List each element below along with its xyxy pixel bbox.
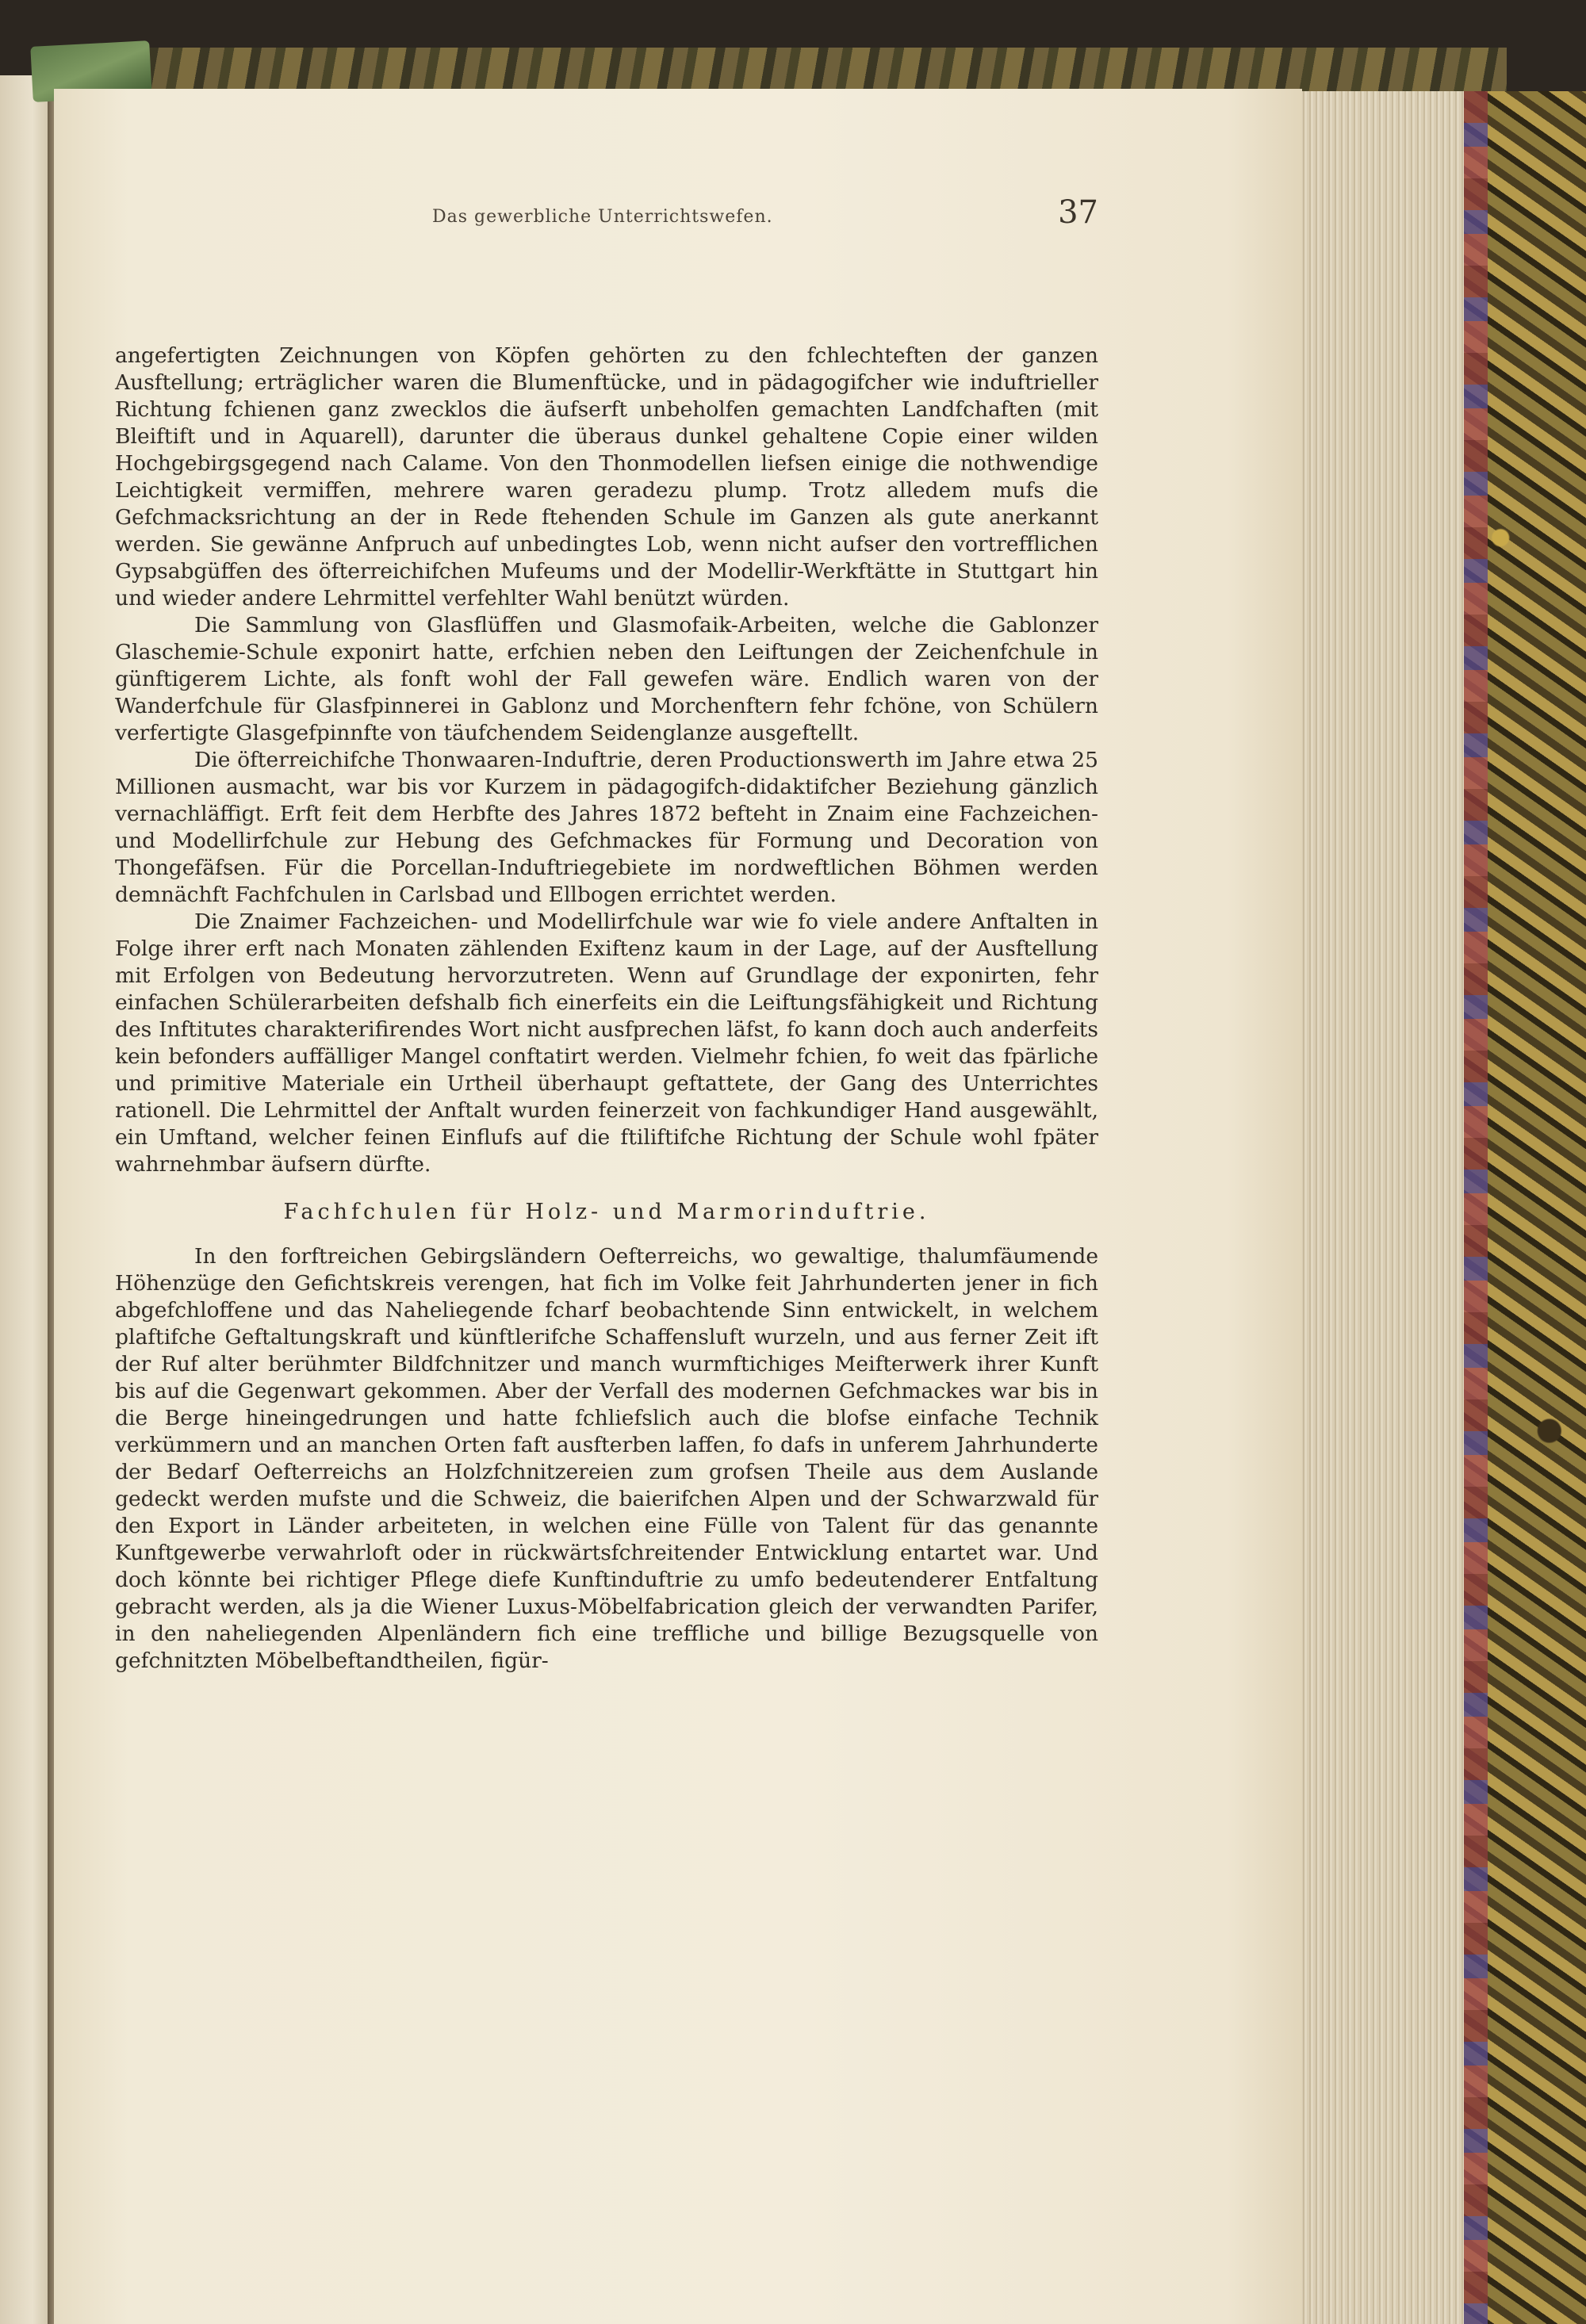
running-head <box>115 194 1098 242</box>
body-text <box>115 343 1098 1675</box>
left-facing-page <box>0 75 54 2324</box>
page-edges <box>1301 91 1467 2324</box>
page-number: 37 <box>1058 194 1098 231</box>
paragraph: Die öfterreichifche Thonwaaren-Induftrie, deren Productionswerth im Jahre etwa 25 Millionen ausmacht, war bis vor Kurzem in pädagogifch-didaktifcher Beziehung gänzlich vernachläffigt. Erft feit dem Herbfte des Jahres 1872 befteht in Znaim eine Fachzeichen- und Modellirfchule zur Hebung des Gefchmackes für Formung und Decoration von Thongefäfsen. Für die Porcellan-Induftriegebiete im nordweftlichen Böhmen werden demnächft Fachfchulen in Carlsbad und Ellbogen errichtet werden. <box>115 748 1098 907</box>
paragraph: In den forftreichen Gebirgsländern Oefterreichs, wo gewaltige, thalumfäumende Höhenzüge den Gefichtskreis verengen, hat fich im Volke feit Jahrhunderten jener in fich abgefchloffene und das Naheliegende fcharf beobachtende Sinn entwickelt, in welchem plaftifche Geftaltungskraft und künftlerifche Schaffensluft wurzeln, und aus ferner Zeit ift der Ruf alter berühmter Bildfchnitzer und manch wurmftichiges Meifterwerk ihrer Kunft bis auf die Gegenwart gekommen. Aber der Verfall des modernen Gefchmackes war bis in die Berge hineingedrungen und hatte fchliefslich auch die blofse einfache Technik verkümmern und an manchen Orten faft ausfterben laffen, fo dafs in unferem Jahrhunderte der Bedarf Oefterreichs an Holzfchnitzereien zum grofsen Theile aus dem Auslande gedeckt werden mufste und die Schweiz, die baierifchen Alpen und der Schwarzwald für den Export in Länder arbeiteten, in welchen eine Fülle von Talent für das genannte Kunftgewerbe verwahrloft oder in rückwärtsfchreitender Entwicklung entartet war. Und doch könnte bei richtiger Pflege diefe Kunftinduftrie zu umfo bedeutenderer Entfaltung gebracht werden, als ja die Wiener Luxus-Möbelfabrication gleich der verwandten Parifer, in den naheliegenden Alpenländern fich eine treffliche und billige Bezugsquelle von gefchnitzten Möbelbeftandtheilen, figür- <box>115 1244 1098 1673</box>
top-marbled-edge <box>56 48 1507 95</box>
paragraph: Die Znaimer Fachzeichen- und Modellirfchule war wie fo viele andere Anftalten in Folge ihrer erft nach Monaten zählenden Exiftenz kaum in der Lage, auf der Ausftellung mit Erfolgen von Bedeutung hervorzutreten. Wenn auf Grundlage der exponirten, fehr einfachen Schülerarbeiten defshalb fich einerfeits ein die Leiftungsfähigkeit und Richtung des Inftitutes charakterifirendes Wort nicht ausfprechen läfst, fo kann doch auch anderfeits kein befonders auffälliger Mangel conftatirt werden. Vielmehr fchien, fo weit das fpärliche und primitive Materiale ein Urtheil überhaupt geftattete, der Gang des Unterrichtes rationell. Die Lehrmittel der Anftalt wurden feinerzeit von fachkundiger Hand ausgewählt, ein Umftand, welcher feinen Einflufs auf die ftiliftifche Richtung der Schule wohl fpäter wahrnehmbar äufsern dürfte. <box>115 909 1098 1177</box>
section-heading: Fachfchulen für Holz- und Marmorinduftrie. <box>283 1200 930 1224</box>
running-head-title: Das gewerbliche Unterrichtswefen. <box>432 207 773 227</box>
cover-edge <box>1464 91 1488 2324</box>
paragraph: Die Sammlung von Glasflüffen und Glasmofaik-Arbeiten, welche die Gablonzer Glaschemie-Schule exponirt hatte, erfchien neben den Leiftungen der Zeichenfchule in günftigerem Lichte, als fonft wohl der Fall gewefen wäre. Endlich waren von der Wanderfchule für Glasfpinnerei in Gablonz und Morchenftern fehr fchöne, von Schülern verfertigte Glasgefpinnfte von täufchendem Seidenglanze ausgeftellt. <box>115 613 1098 745</box>
paragraph: angefertigten Zeichnungen von Köpfen gehörten zu den fchlechteften der ganzen Ausftellung; erträglicher waren die Blumenftücke, und in pädagogifcher wie induftrieller Richtung fchienen ganz zwecklos die äufserft unbeholfen gemachten Landfchaften (mit Bleiftift und in Aquarell), darunter die überaus dunkel gehaltene Copie einer wilden Hochgebirgsgegend nach Calame. Von den Thonmodellen liefsen einige die nothwendige Leichtigkeit vermiffen, mehrere waren geradezu plump. Trotz alledem mufs die Gefchmacksrichtung an der in Rede ftehenden Schule im Ganzen als gute anerkannt werden. Sie gewänne Anfpruch auf unbedingtes Lob, wenn nicht aufser den vortrefflichen Gypsabgüffen des öfterreichifchen Mufeums und der Modellir-Werkftätte in Stuttgart hin und wieder andere Lehrmittel verfehlter Wahl benützt würden. <box>115 343 1098 611</box>
